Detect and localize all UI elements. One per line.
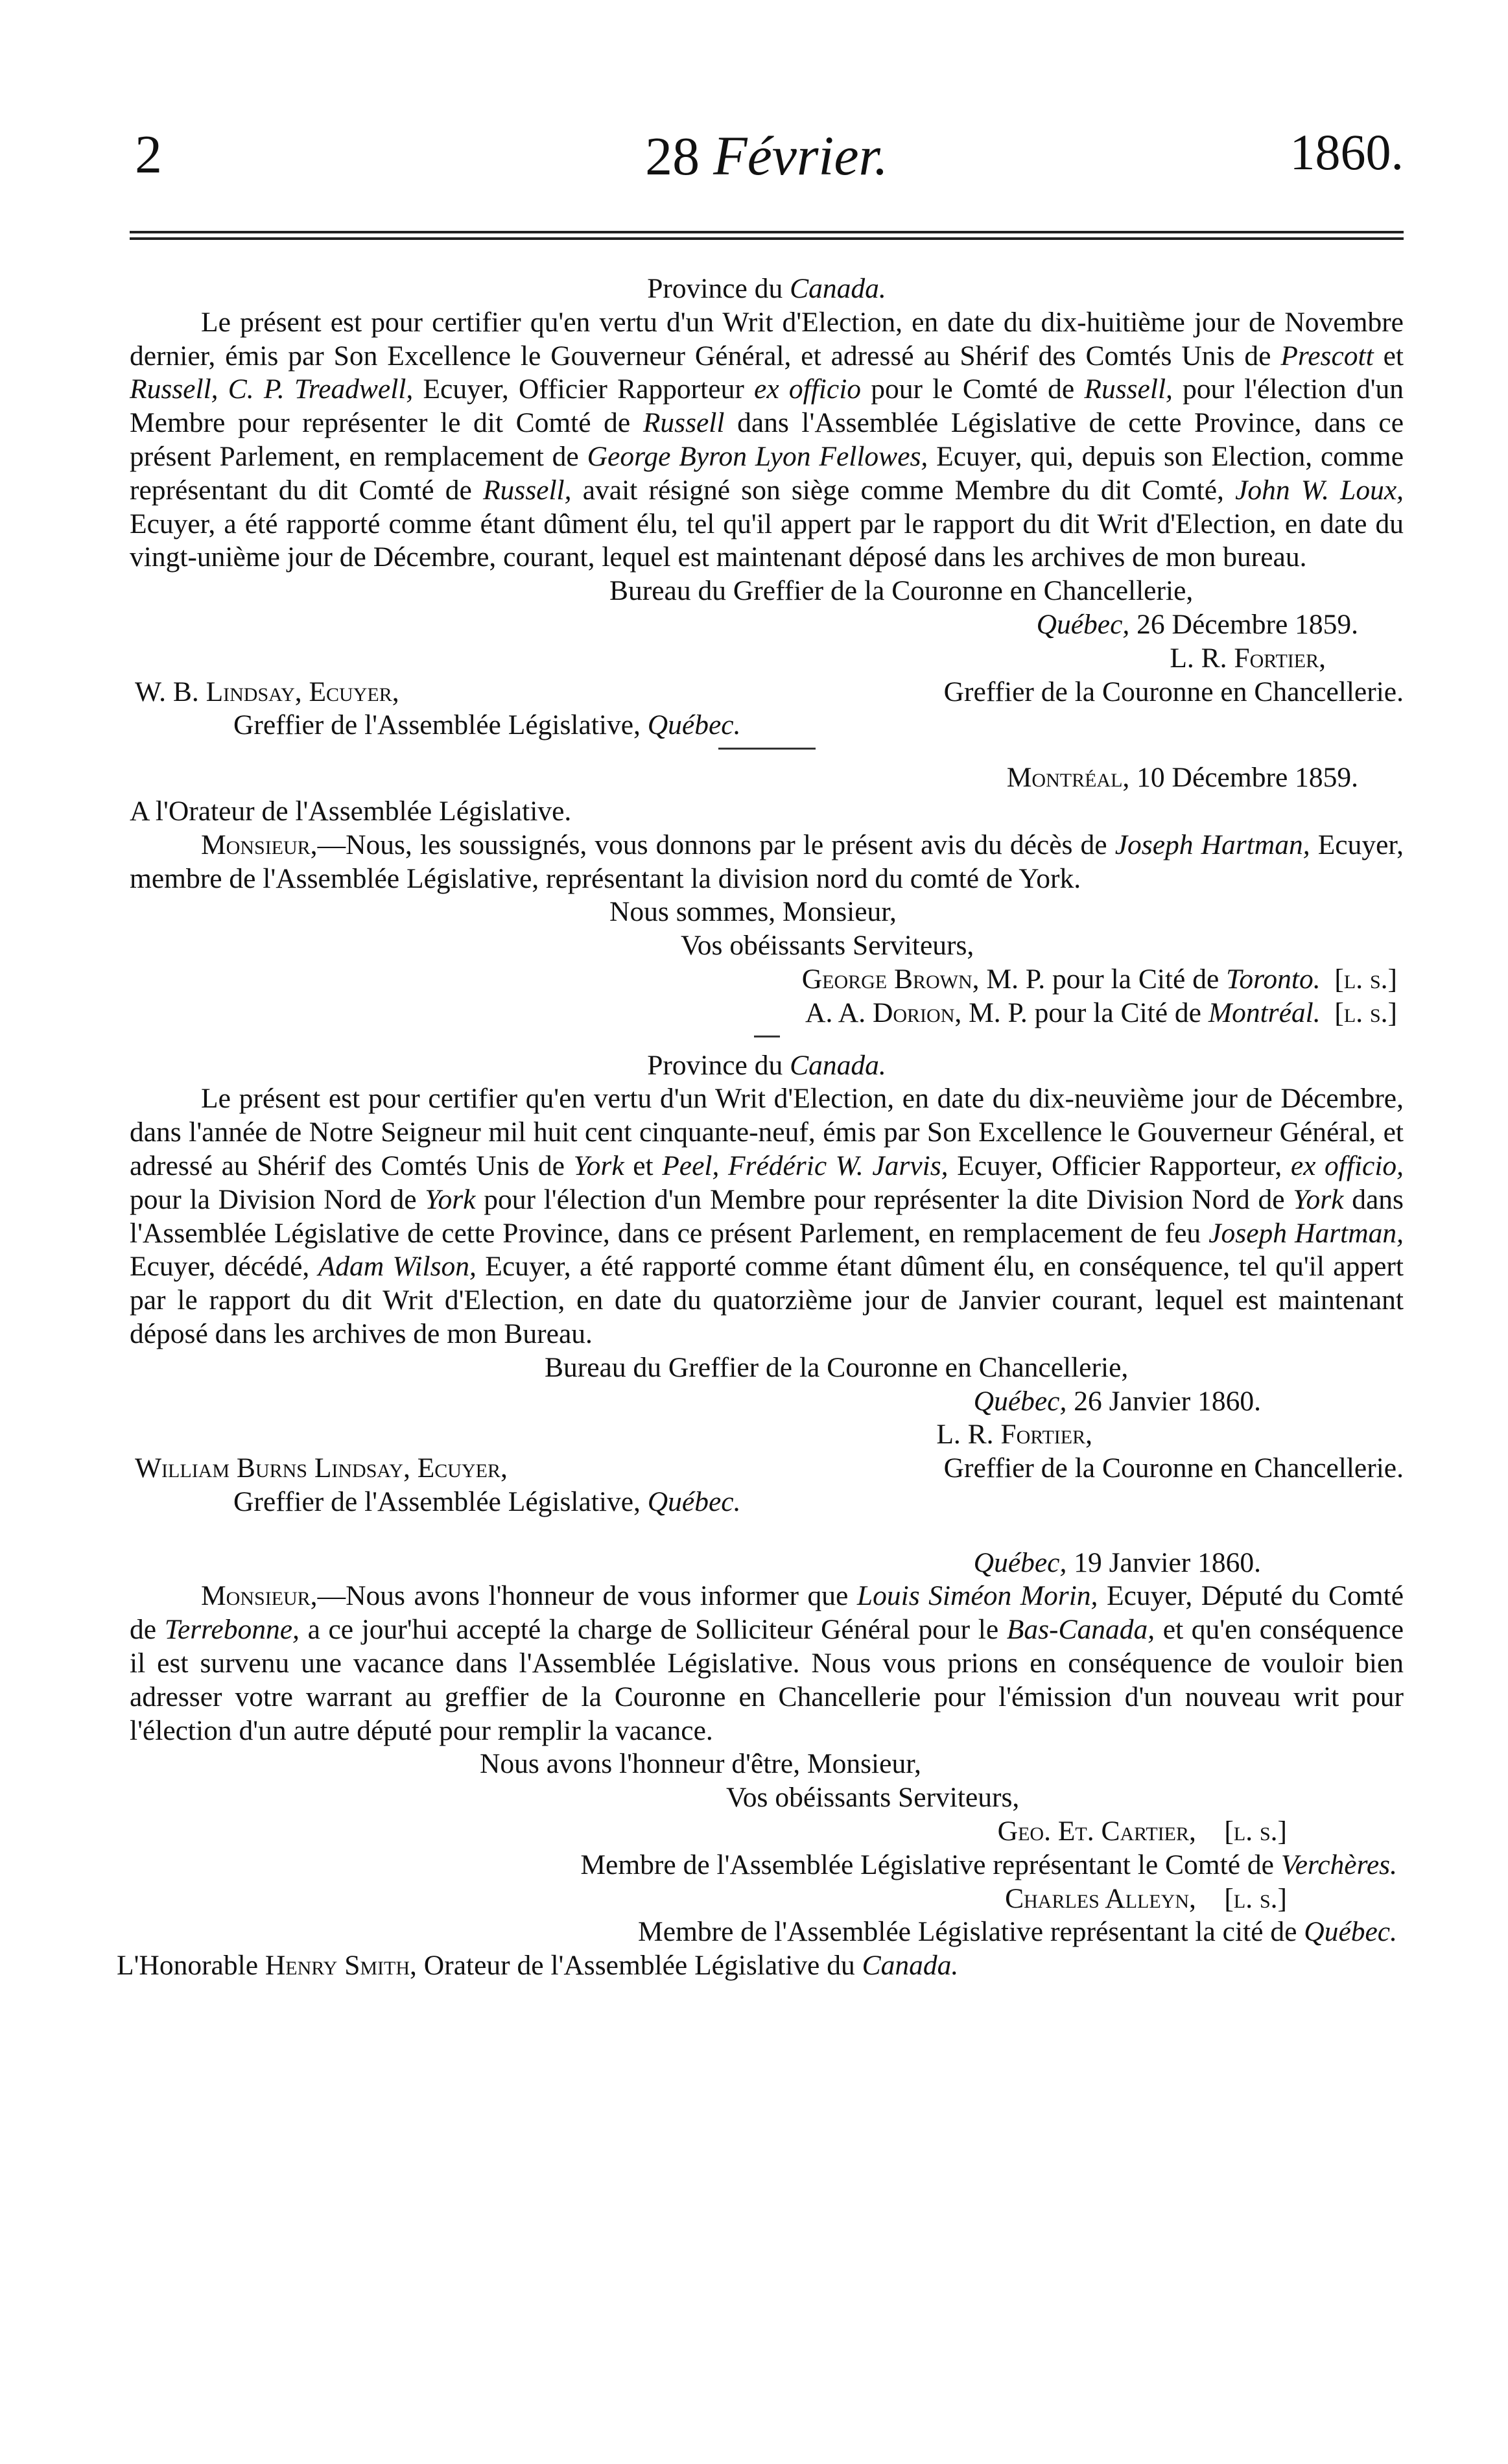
section-rule [718,748,816,750]
doc3-addressee: William Burns Lindsay, Ecuyer, [135,1452,508,1484]
doc2-to: A l'Orateur de l'Assemblée Législative. [130,795,572,827]
doc1-date: Québec, 26 Décembre 1859. [1036,608,1358,640]
doc1-body: Le présent est pour certifier qu'en vertu d'un Writ d'Election, en date du dix-huitième jour de Novembre dernier, émis par Son Excellence le Gouverneur Général, et adressé au Shérif des Comtés Unis de Prescott et Russell, C. P. Treadwell, Ecuyer, Officier Rapporteur ex officio pour le Comté de Russell, pour l'élection d'un Membre pour représenter le dit Comté de Russell dans l'Assemblée Législative de cette Province, dans ce présent Parlement, en remplacement de George Byron Lyon Fellowes, Ecuyer, qui, depuis son Election, comme représentant du dit Comté de Russell, avait résigné son siège comme Membre du dit Comté, John W. Loux, Ecuyer, a été rapporté comme étant dûment élu, tel qu'il appert par le rapport du dit Writ d'Election, en date du vingt-unième jour de Décembre, courant, lequel est maintenant déposé dans les archives de mon bureau. [130,306,1404,573]
doc1-addressee-row [130,676,1404,709]
header-year: 1860. [1290,124,1404,180]
doc4-signature-2: Charles Alleyn, [l. s.] [1005,1882,1287,1914]
doc3-addressee-title: Greffier de l'Assemblée Législative, Québec. [233,1486,741,1517]
doc3-bureau: Bureau du Greffier de la Couronne en Chancellerie, [545,1351,1129,1383]
doc3-addressee-row [130,1452,1404,1486]
doc4-signature-2-desc: Membre de l'Assemblée Législative représentant la cité de Québec. [638,1916,1397,1948]
header-date-day: 28 [645,126,700,187]
page-content [117,272,1404,1983]
section-rule-small [754,1036,780,1037]
doc1-signer-title: Greffier de la Couronne en Chancellerie. [943,676,1404,707]
section-gap [130,1519,1404,1546]
doc4-address: L'Honorable Henry Smith, Orateur de l'Assemblée Législative du Canada. [117,1950,959,1982]
doc2-date: Montréal, 10 Décembre 1859. [1006,762,1358,794]
doc4-closing-1: Nous avons l'honneur d'être, Monsieur, [480,1748,921,1780]
doc1-signer: L. R. Fortier, [1170,642,1326,674]
doc2-signature-1: George Brown, M. P. pour la Cité de Toronto. [l. s.] [801,963,1397,995]
doc4-closing-2: Vos obéissants Serviteurs, [726,1782,1020,1814]
doc2-closing-2: Vos obéissants Serviteurs, [681,930,974,962]
doc4-signature-1-desc: Membre de l'Assemblée Législative représentant le Comté de Verchères. [580,1849,1397,1880]
doc1-bureau: Bureau du Greffier de la Couronne en Chancellerie, [609,575,1194,607]
doc3-body: Le présent est pour certifier qu'en vertu d'un Writ d'Election, en date du dix-neuvième jour de Décembre, dans l'année de Notre Seigneur mil huit cent cinquante-neuf, émis par Son Excellence le Gouverneur Général, et adressé au Shérif des Comtés Unis de York et Peel, Frédéric W. Jarvis, Ecuyer, Officier Rapporteur, ex officio, pour la Division Nord de York pour l'élection d'un Membre pour représenter la dite Division Nord de York dans l'Assemblée Législative de cette Province, dans ce présent Parlement, en remplacement de feu Joseph Hartman, Ecuyer, décédé, Adam Wilson, Ecuyer, a été rapporté comme étant dûment élu, en conséquence, tel qu'il appert par le rapport du dit Writ d'Election, en date du quatorzième jour de Janvier courant, lequel est maintenant déposé dans les archives de mon Bureau. [130,1083,1404,1349]
page-number: 2 [135,124,162,185]
doc1-addressee-title: Greffier de l'Assemblée Législative, Québec. [233,709,741,741]
doc4-date: Québec, 19 Janvier 1860. [973,1546,1261,1578]
doc2-body: Monsieur,—Nous, les soussignés, vous donnons par le présent avis du décès de Joseph Hartman, Ecuyer, membre de l'Assemblée Législative, représentant la division nord du comté de York. [130,829,1404,894]
header-double-rule [130,231,1404,240]
doc4-body: Monsieur,—Nous avons l'honneur de vous informer que Louis Siméon Morin, Ecuyer, Député du Comté de Terrebonne, a ce jour'hui accepté la charge de Solliciteur Général pour le Bas-Canada, et qu'en conséquence il est survenu une vacance dans l'Assemblée Législative. Nous vous prions en conséquence de vouloir bien adresser votre warrant au greffier de la Couronne en Chancellerie pour l'émission d'un nouveau writ pour l'élection d'un autre député pour remplir la vacance. [130,1580,1404,1746]
doc1-province: Province du Canada. [647,273,886,304]
doc3-date: Québec, 26 Janvier 1860. [973,1385,1261,1417]
header-date-month: Février. [713,124,888,187]
header-date [130,123,1404,188]
doc2-closing-1: Nous sommes, Monsieur, [609,896,897,928]
page-header [130,123,1404,201]
doc3-signer: L. R. Fortier, [936,1419,1092,1451]
doc3-province: Province du Canada. [647,1049,886,1081]
doc3-signer-title: Greffier de la Couronne en Chancellerie. [943,1452,1404,1484]
doc2-signature-2: A. A. Dorion, M. P. pour la Cité de Montréal. [l. s.] [805,997,1397,1028]
doc4-signature-1: Geo. Et. Cartier, [l. s.] [997,1816,1287,1847]
doc1-addressee: W. B. Lindsay, Ecuyer, [135,676,399,707]
